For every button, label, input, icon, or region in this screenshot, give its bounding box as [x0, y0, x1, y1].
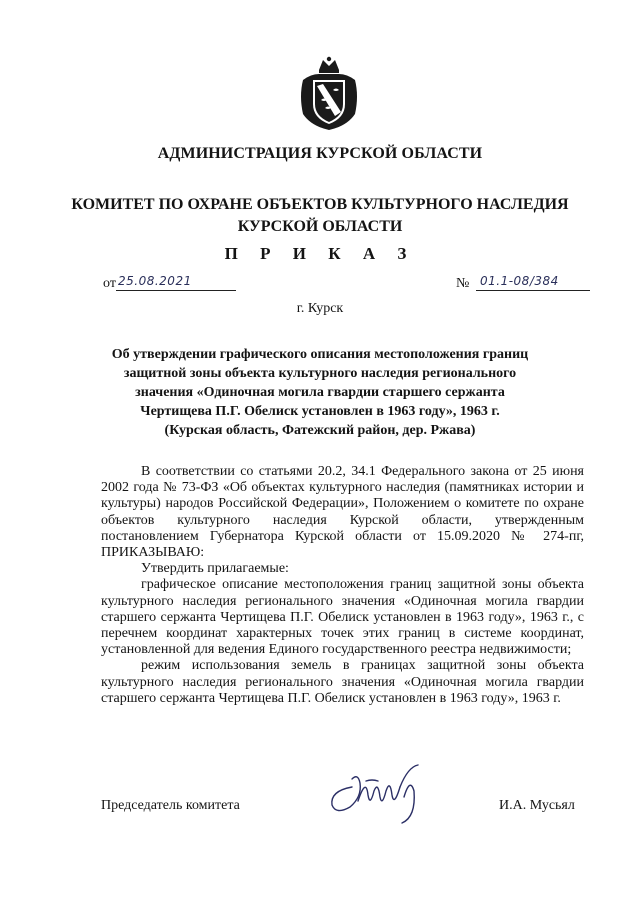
body-paragraph: графическое описание местоположения границ защитной зоны объекта культурного наследия регионального значения «Одиночная могила гвардии старшего сержанта Чертищева П.Г. Обелиск установлен в 1963 году», 1963 г., с перечнем координат характерных точек этих границ в системе координат, установленной для ведения Единого государственного реестра недвижимости;: [101, 577, 584, 658]
committee-title-line: КУРСКОЙ ОБЛАСТИ: [237, 218, 403, 235]
number-value: 01.1-08/384: [476, 274, 590, 291]
organization-title: АДМИНИСТРАЦИЯ КУРСКОЙ ОБЛАСТИ: [157, 145, 483, 162]
signatory-name: И.А. Мусьял: [499, 798, 575, 813]
committee-title: [0, 194, 640, 238]
order-subject: [95, 345, 545, 440]
date-value: 25.08.2021: [116, 274, 236, 291]
subject-line: (Курская область, Фатежский район, дер. Ржава): [164, 423, 476, 438]
number-label: №: [456, 276, 470, 291]
city: г. Курск: [296, 301, 344, 316]
date-label: от: [103, 276, 116, 291]
coat-of-arms-icon: [297, 56, 361, 132]
committee-title-line: КОМИТЕТ ПО ОХРАНЕ ОБЪЕКТОВ КУЛЬТУРНОГО НАСЛЕДИЯ: [71, 196, 569, 213]
order-body: [101, 464, 584, 707]
subject-line: значения «Одиночная могила гвардии старшего сержанта: [135, 385, 505, 400]
subject-line: защитной зоны объекта культурного наследия регионального: [123, 366, 517, 381]
body-paragraph: В соответствии со статьями 20.2, 34.1 Федерального закона от 25 июня 2002 года № 73-ФЗ «Об объектах культурного наследия (памятниках истории и культуры) народов Российской Федерации», Положением о комитете по охране объектов культурного наследия Курской области, утвержденным постановлением Губернатора Курской области от 15.09.2020 № 274-пг, ПРИКАЗЫВАЮ:: [101, 464, 584, 561]
body-paragraph: режим использования земель в границах защитной зоны объекта культурного наследия регионального значения «Одиночная могила гвардии старшего сержанта Чертищева П.Г. Обелиск установлен в 1963 году», 1963 г.: [101, 658, 584, 706]
document-type: П Р И К А З: [224, 244, 416, 263]
subject-line: Чертищева П.Г. Обелиск установлен в 1963 году», 1963 г.: [140, 404, 500, 419]
subject-line: Об утверждении графического описания местоположения границ: [111, 347, 529, 362]
handwritten-signature: [322, 757, 442, 827]
body-paragraph: Утвердить прилагаемые:: [141, 561, 289, 577]
signatory-position: Председатель комитета: [101, 798, 240, 813]
